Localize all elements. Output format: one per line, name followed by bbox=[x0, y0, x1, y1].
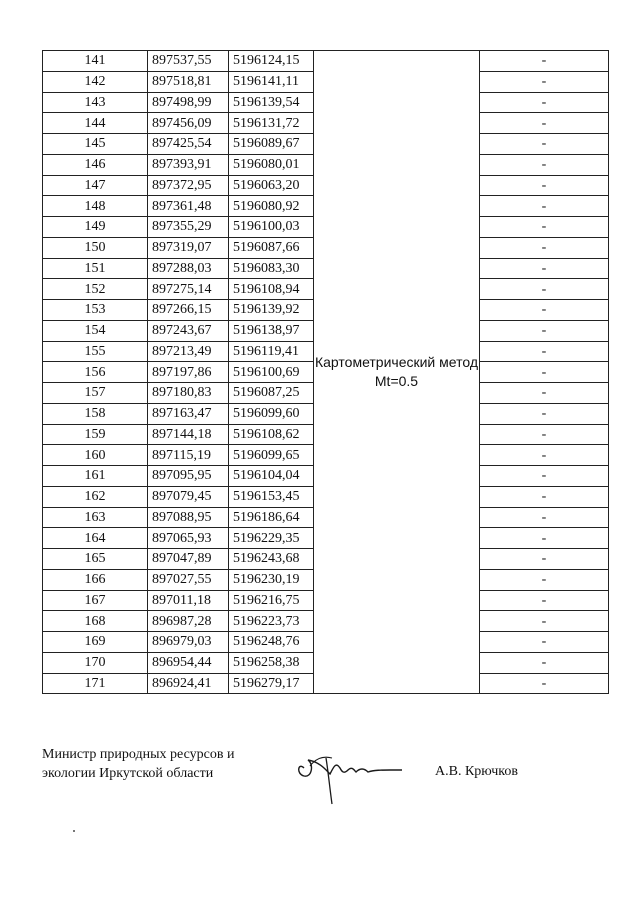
point-number-cell: 165 bbox=[43, 549, 148, 570]
y-coordinate-cell: 5196138,97 bbox=[229, 320, 314, 341]
accuracy-cell: - bbox=[480, 549, 609, 570]
accuracy-cell: - bbox=[480, 590, 609, 611]
y-coordinate-cell: 5196229,35 bbox=[229, 528, 314, 549]
y-coordinate-cell: 5196099,60 bbox=[229, 403, 314, 424]
accuracy-cell: - bbox=[480, 217, 609, 238]
point-number-cell: 145 bbox=[43, 134, 148, 155]
point-number-cell: 147 bbox=[43, 175, 148, 196]
accuracy-cell: - bbox=[480, 51, 609, 72]
signatory-position bbox=[42, 745, 234, 783]
y-coordinate-cell: 5196080,92 bbox=[229, 196, 314, 217]
y-coordinate-cell: 5196108,62 bbox=[229, 424, 314, 445]
accuracy-cell: - bbox=[480, 611, 609, 632]
accuracy-cell: - bbox=[480, 486, 609, 507]
point-number-cell: 159 bbox=[43, 424, 148, 445]
accuracy-cell: - bbox=[480, 320, 609, 341]
x-coordinate-cell: 897163,47 bbox=[148, 403, 229, 424]
point-number-cell: 149 bbox=[43, 217, 148, 238]
point-number-cell: 158 bbox=[43, 403, 148, 424]
point-number-cell: 160 bbox=[43, 445, 148, 466]
x-coordinate-cell: 897243,67 bbox=[148, 320, 229, 341]
y-coordinate-cell: 5196141,11 bbox=[229, 71, 314, 92]
accuracy-cell: - bbox=[480, 175, 609, 196]
point-number-cell: 154 bbox=[43, 320, 148, 341]
x-coordinate-cell: 897144,18 bbox=[148, 424, 229, 445]
accuracy-cell: - bbox=[480, 632, 609, 653]
accuracy-cell: - bbox=[480, 569, 609, 590]
y-coordinate-cell: 5196087,66 bbox=[229, 237, 314, 258]
x-coordinate-cell: 897498,99 bbox=[148, 92, 229, 113]
signatory-position-line-2: экологии Иркутской области bbox=[42, 766, 214, 781]
accuracy-cell: - bbox=[480, 652, 609, 673]
x-coordinate-cell: 897088,95 bbox=[148, 507, 229, 528]
x-coordinate-cell: 897197,86 bbox=[148, 362, 229, 383]
point-number-cell: 143 bbox=[43, 92, 148, 113]
x-coordinate-cell: 897266,15 bbox=[148, 300, 229, 321]
y-coordinate-cell: 5196080,01 bbox=[229, 154, 314, 175]
scan-speck bbox=[73, 830, 75, 832]
point-number-cell: 167 bbox=[43, 590, 148, 611]
accuracy-cell: - bbox=[480, 134, 609, 155]
x-coordinate-cell: 896954,44 bbox=[148, 652, 229, 673]
x-coordinate-cell: 896979,03 bbox=[148, 632, 229, 653]
point-number-cell: 169 bbox=[43, 632, 148, 653]
point-number-cell: 141 bbox=[43, 51, 148, 72]
point-number-cell: 150 bbox=[43, 237, 148, 258]
accuracy-cell: - bbox=[480, 383, 609, 404]
point-number-cell: 146 bbox=[43, 154, 148, 175]
point-number-cell: 155 bbox=[43, 341, 148, 362]
signatory-name: А.В. Крючков bbox=[435, 764, 518, 779]
y-coordinate-cell: 5196100,69 bbox=[229, 362, 314, 383]
accuracy-cell: - bbox=[480, 196, 609, 217]
x-coordinate-cell: 897361,48 bbox=[148, 196, 229, 217]
accuracy-cell: - bbox=[480, 237, 609, 258]
y-coordinate-cell: 5196186,64 bbox=[229, 507, 314, 528]
y-coordinate-cell: 5196248,76 bbox=[229, 632, 314, 653]
signatory-position-line-1: Министр природных ресурсов и bbox=[42, 747, 235, 762]
point-number-cell: 144 bbox=[43, 113, 148, 134]
point-number-cell: 148 bbox=[43, 196, 148, 217]
x-coordinate-cell: 897518,81 bbox=[148, 71, 229, 92]
point-number-cell: 161 bbox=[43, 466, 148, 487]
accuracy-cell: - bbox=[480, 528, 609, 549]
accuracy-cell: - bbox=[480, 362, 609, 383]
accuracy-cell: - bbox=[480, 71, 609, 92]
x-coordinate-cell: 897027,55 bbox=[148, 569, 229, 590]
accuracy-cell: - bbox=[480, 92, 609, 113]
x-coordinate-cell: 897319,07 bbox=[148, 237, 229, 258]
x-coordinate-cell: 897537,55 bbox=[148, 51, 229, 72]
point-number-cell: 152 bbox=[43, 279, 148, 300]
x-coordinate-cell: 897180,83 bbox=[148, 383, 229, 404]
y-coordinate-cell: 5196100,03 bbox=[229, 217, 314, 238]
y-coordinate-cell: 5196131,72 bbox=[229, 113, 314, 134]
y-coordinate-cell: 5196124,15 bbox=[229, 51, 314, 72]
x-coordinate-cell: 897079,45 bbox=[148, 486, 229, 507]
x-coordinate-cell: 896987,28 bbox=[148, 611, 229, 632]
point-number-cell: 168 bbox=[43, 611, 148, 632]
determination-method-cell: Картометрический метод Mt=0.5 bbox=[314, 51, 480, 694]
point-number-cell: 170 bbox=[43, 652, 148, 673]
point-number-cell: 153 bbox=[43, 300, 148, 321]
y-coordinate-cell: 5196104,04 bbox=[229, 466, 314, 487]
accuracy-cell: - bbox=[480, 466, 609, 487]
accuracy-cell: - bbox=[480, 424, 609, 445]
point-number-cell: 162 bbox=[43, 486, 148, 507]
y-coordinate-cell: 5196089,67 bbox=[229, 134, 314, 155]
accuracy-cell: - bbox=[480, 279, 609, 300]
y-coordinate-cell: 5196153,45 bbox=[229, 486, 314, 507]
coordinates-table bbox=[42, 50, 609, 694]
y-coordinate-cell: 5196230,19 bbox=[229, 569, 314, 590]
x-coordinate-cell: 897213,49 bbox=[148, 341, 229, 362]
accuracy-cell: - bbox=[480, 507, 609, 528]
y-coordinate-cell: 5196139,54 bbox=[229, 92, 314, 113]
y-coordinate-cell: 5196139,92 bbox=[229, 300, 314, 321]
accuracy-cell: - bbox=[480, 341, 609, 362]
y-coordinate-cell: 5196243,68 bbox=[229, 549, 314, 570]
y-coordinate-cell: 5196279,17 bbox=[229, 673, 314, 694]
x-coordinate-cell: 897115,19 bbox=[148, 445, 229, 466]
accuracy-cell: - bbox=[480, 258, 609, 279]
point-number-cell: 156 bbox=[43, 362, 148, 383]
y-coordinate-cell: 5196216,75 bbox=[229, 590, 314, 611]
point-number-cell: 157 bbox=[43, 383, 148, 404]
x-coordinate-cell: 897372,95 bbox=[148, 175, 229, 196]
y-coordinate-cell: 5196108,94 bbox=[229, 279, 314, 300]
y-coordinate-cell: 5196083,30 bbox=[229, 258, 314, 279]
x-coordinate-cell: 897393,91 bbox=[148, 154, 229, 175]
y-coordinate-cell: 5196087,25 bbox=[229, 383, 314, 404]
x-coordinate-cell: 897275,14 bbox=[148, 279, 229, 300]
accuracy-cell: - bbox=[480, 300, 609, 321]
accuracy-cell: - bbox=[480, 113, 609, 134]
accuracy-cell: - bbox=[480, 403, 609, 424]
x-coordinate-cell: 897425,54 bbox=[148, 134, 229, 155]
accuracy-cell: - bbox=[480, 445, 609, 466]
handwritten-signature bbox=[290, 740, 410, 810]
accuracy-cell: - bbox=[480, 673, 609, 694]
point-number-cell: 166 bbox=[43, 569, 148, 590]
x-coordinate-cell: 897065,93 bbox=[148, 528, 229, 549]
y-coordinate-cell: 5196119,41 bbox=[229, 341, 314, 362]
y-coordinate-cell: 5196258,38 bbox=[229, 652, 314, 673]
x-coordinate-cell: 897011,18 bbox=[148, 590, 229, 611]
y-coordinate-cell: 5196099,65 bbox=[229, 445, 314, 466]
point-number-cell: 151 bbox=[43, 258, 148, 279]
point-number-cell: 171 bbox=[43, 673, 148, 694]
x-coordinate-cell: 897095,95 bbox=[148, 466, 229, 487]
x-coordinate-cell: 897355,29 bbox=[148, 217, 229, 238]
y-coordinate-cell: 5196063,20 bbox=[229, 175, 314, 196]
x-coordinate-cell: 897456,09 bbox=[148, 113, 229, 134]
point-number-cell: 163 bbox=[43, 507, 148, 528]
x-coordinate-cell: 896924,41 bbox=[148, 673, 229, 694]
table-row bbox=[43, 51, 609, 72]
accuracy-cell: - bbox=[480, 154, 609, 175]
x-coordinate-cell: 897288,03 bbox=[148, 258, 229, 279]
point-number-cell: 142 bbox=[43, 71, 148, 92]
y-coordinate-cell: 5196223,73 bbox=[229, 611, 314, 632]
x-coordinate-cell: 897047,89 bbox=[148, 549, 229, 570]
point-number-cell: 164 bbox=[43, 528, 148, 549]
coordinates-table-body bbox=[43, 51, 609, 694]
